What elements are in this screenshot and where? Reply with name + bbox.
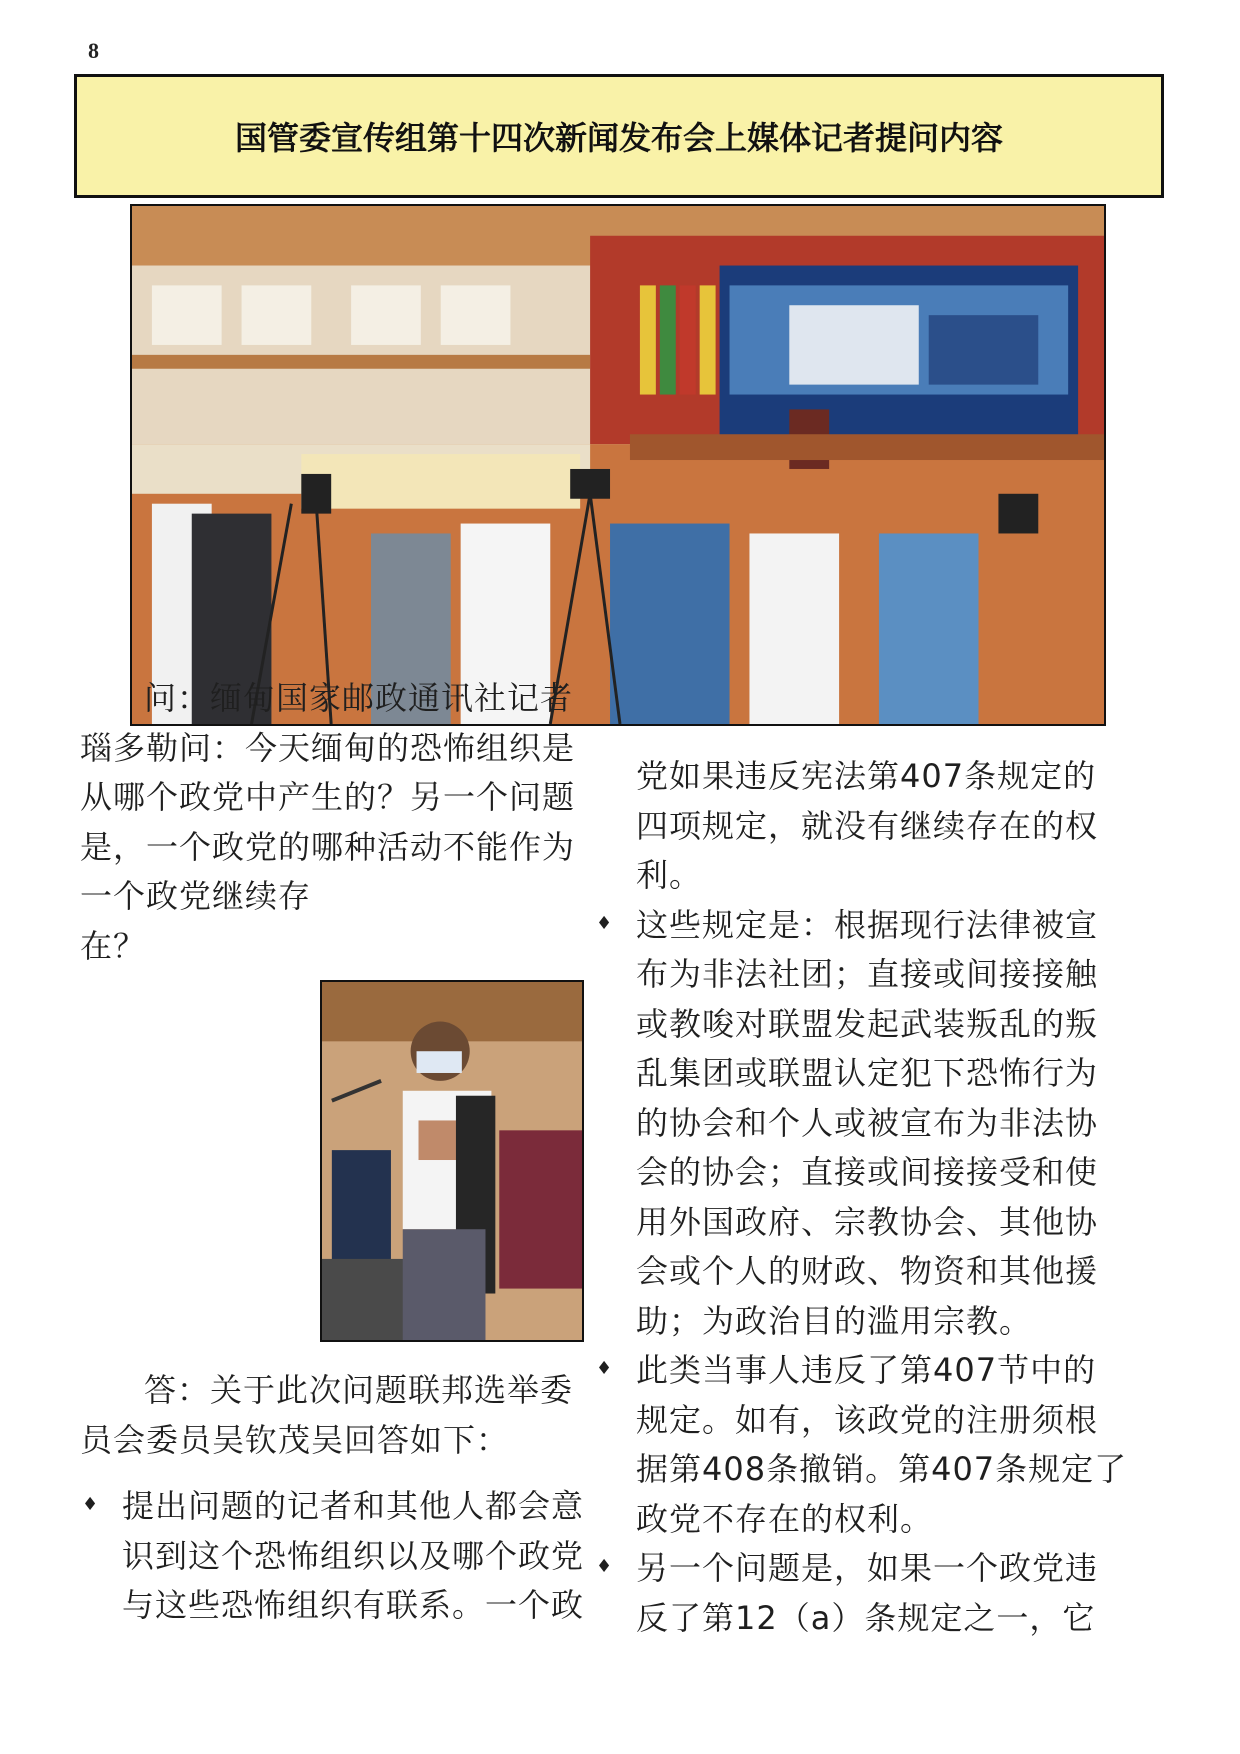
bullet-2-line-4: 乱集团或联盟认定犯下恐怖行为: [636, 1054, 1099, 1092]
right-column: [636, 752, 1156, 1643]
page-title: 国管委宣传组第十四次新闻发布会上媒体记者提问内容: [234, 119, 1003, 157]
question-line-6: 在？: [80, 926, 147, 965]
bullet-2-line-6: 会的协会；直接或间接接受和使: [636, 1153, 1099, 1191]
answer-intro-paragraph: [80, 1366, 605, 1465]
question-line-1: 问：缅甸国家邮政通讯社记者: [144, 679, 574, 717]
bullet-3-line-2: 规定。如有，该政党的注册须根: [636, 1400, 1099, 1439]
continued-line-1: 党如果违反宪法第407条规定的: [636, 757, 1097, 795]
bullet-4-line-1: ♦ 另一个问题是，如果一个政党违: [636, 1549, 1099, 1587]
answer-intro-line-2: 员会委员吴钦茂吴回答如下：: [80, 1420, 510, 1459]
press-conference-illustration: [132, 206, 1104, 724]
answer-bullet-4: [594, 1544, 1156, 1643]
question-paragraph: [80, 674, 605, 971]
bullet-2-line-2: 布为非法社团；直接或间接接触: [636, 955, 1099, 993]
answer-bullet-3: [594, 1346, 1156, 1544]
answer-bullet-2: [594, 901, 1156, 1347]
answer-intro-line-1: 答：关于此次问题联邦选举委: [144, 1371, 574, 1409]
continued-line-3: 利。: [636, 856, 703, 894]
bullet-1-line-3: 与这些恐怖组织有联系。一个政: [122, 1586, 585, 1624]
bullet-2-line-5: 的协会和个人或被宣布为非法协: [636, 1103, 1099, 1142]
bullet-2-line-1: ♦ 这些规定是：根据现行法律被宣: [636, 905, 1099, 944]
bullet-2-line-8: 会或个人的财政、物资和其他援: [636, 1252, 1099, 1290]
question-line-2: 瑙多勒问：今天缅甸的恐怖组织是: [80, 728, 576, 767]
page-number: 8: [88, 38, 99, 63]
title-banner: [74, 74, 1164, 198]
reporter-photo: [320, 980, 584, 1342]
bullet-3-line-4: 政党不存在的权利。: [636, 1499, 934, 1538]
bullet-2-line-3: 或教唆对联盟发起武装叛乱的叛: [636, 1004, 1099, 1043]
bullet-2-line-7: 用外国政府、宗教协会、其他协: [636, 1202, 1099, 1241]
continued-line-2: 四项规定，就没有继续存在的权: [636, 806, 1099, 845]
bullet-4-line-2: 反了第12（a）条规定之一，它: [636, 1598, 1096, 1637]
bullet-3-line-1: ♦ 此类当事人违反了第407节中的: [636, 1351, 1097, 1389]
question-line-3: 从哪个政党中产生的？另一个问题: [80, 778, 576, 816]
bullet-2-line-9: 助；为政治目的滥用宗教。: [636, 1301, 1033, 1340]
question-line-5: 一个政党继续存: [80, 877, 312, 915]
bullet-1-line-2: 识到这个恐怖组织以及哪个政党: [122, 1536, 585, 1575]
continued-paragraph: [636, 752, 1156, 901]
bullet-1-line-1: ♦ 提出问题的记者和其他人都会意: [122, 1487, 585, 1525]
reporter-illustration: [322, 982, 582, 1340]
press-conference-photo: [130, 204, 1106, 726]
answer-bullet-1: [80, 1482, 647, 1631]
bullet-3-line-3: 据第408条撤销。第407条规定了: [636, 1450, 1128, 1488]
question-line-4: 是，一个政党的哪种活动不能作为: [80, 827, 576, 866]
